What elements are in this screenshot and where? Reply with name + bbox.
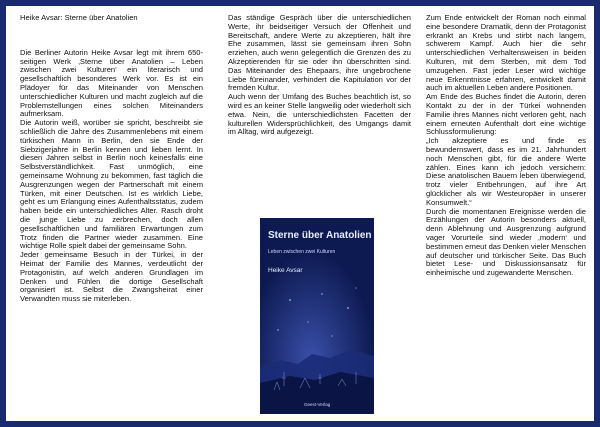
article-heading: Heike Avsar: Sterne über Anatolien (20, 13, 138, 22)
paragraph: Die Berliner Autorin Heike Avsar legt mit ihrem 650-seitigen Werk ‚Sterne über Anatolien – Leben zwischen zwei Kulturen‘ ein literarisch und gesellschaftlich besonderes Werk vor. Es ist ein Plädoyer für das Miteinander von Menschen unterschiedlicher Kulturen und macht zugleich auf die Problemstellungen eines solchen Miteinanders aufmerksam. (20, 47, 203, 119)
paragraph: Die Autorin weiß, worüber sie spricht, beschreibt sie schließlich die Jahre des Zusammenlebens mit einem türkischen Mann in Berlin, den sie Ende der Siebzigerjahre in Berlin kennen und lieben lernt. In diesen Jahren selbst in Berlin noch keinesfalls eine Selbstverständlichkeit. Fast unmöglich, eine gemeinsame Wohnung zu bekommen, fast täglich die Ausgrenzungen wegen der Partnerschaft mit einem Türken, mit einer Deutschen. Ist es wirklich Liebe, geht es um Erlangung eines Aufenthaltsstatus, zudem haben beide ein unterschiedliches Alter. Rasch droht die junge Liebe zu zerbrechen, doch allen gesellschaftlichen und familiären Erwartungen zum Trotz finden die Partner wieder zusammen. Eine wichtige Rolle spielt dabei der gemeinsame Sohn. (20, 118, 203, 251)
paragraph: Auch wenn der Umfang des Buches beachtlich ist, so wird es an keiner Stelle langweilig oder wiederholt sich etwa. Nein, die unterschiedlichsten Facetten der kulturellen Widersprüchlichkeit, des Umgangs damit im Alltag, wird aufgezeigt. (228, 92, 411, 137)
book-cover-illustration (260, 218, 374, 414)
book-title: Sterne über Anatolien (268, 230, 372, 241)
paragraph: Zum Ende entwickelt der Roman noch einmal eine besondere Dramatik, denn der Protagonist erkrankt an Krebs und stirbt nach langem, schwerem Kampf. Auch hier die sehr unterschiedlichen Verhaltensweisen in beiden Kulturen, mit dem Sterben, mit dem Tod umzugehen. Fast jeder Leser wird wichtige neue Erkenntnisse erfahren, entwickelt damit auch im aktuellen Leben andere Positionen. (426, 13, 586, 93)
quote-paragraph: „Ich akzeptiere es und finde es bewundernswert, dass es im 21. Jahrhundert noch Menschen gibt, für die andere Werte zählen. Eines kann ich jedoch versichern: Diese anatolischen Bauern leben überwiegend, trotz vieler Entbehrungen, auf ihre Art glücklicher als wir Westeuropäer in unserer Konsumwelt.“ (426, 136, 586, 207)
column-3 (426, 14, 586, 278)
book-cover (260, 218, 374, 414)
book-publisher: Geest-Verlag (304, 402, 331, 407)
paragraph: Durch die momentanen Ereignisse werden die Erzählungen der Autorin besonders aktuell, denn Ablehnung und Ausgrenzung aufgrund vager Vorurteile sind wieder ‚modern‘ und bestimmen erneut das Denken vieler Menschen auf deutscher und türkischer Seite. Das Buch bietet Lese- und Diskussionsansatz für einheimische und zugewanderte Menschen. (426, 206, 586, 278)
paragraph: Das ständige Gespräch über die unterschiedlichen Werte, ihr beidseitiger Versuch der Offenheit und Bereitschaft, andere Werte zu akzeptieren, hält ihre Ehe zusammen, lässt sie gemeinsam ihren Sohn erziehen, auch wenn gelegentlich die Grenzen des zu Akzeptierenden für sie oder ihn überschritten sind. Das Miteinander des Ehepaars, ihre ungebrochene Liebe füreinander, verhindert die Kapitulation vor der fremden Kultur. (228, 13, 411, 93)
book-subtitle: Leben zwischen zwei Kulturen (268, 249, 336, 255)
column-2 (228, 14, 411, 137)
paragraph: Am Ende des Buches findet die Autorin, deren Kontakt zu der in der Türkei wohnenden Familie ihres Mannes nicht verloren geht, nach einem erneuten Aufenthalt dort eine wichtige Schlussformulierung: (426, 92, 586, 137)
paragraph: Jeder gemeinsame Besuch in der Türkei, in der Heimat der Familie des Mannes, verdeutlicht der Protagonistin, auf welch anderen Grundlagen im Denken und Fühlen die dortige Gesellschaft organisiert ist. Selbst die Zwangsheirat einer Verwandten muss sie miterleben. (20, 250, 203, 304)
document-page (6, 6, 594, 421)
column-1 (20, 14, 203, 304)
book-author: Heike Avsar (268, 267, 303, 274)
